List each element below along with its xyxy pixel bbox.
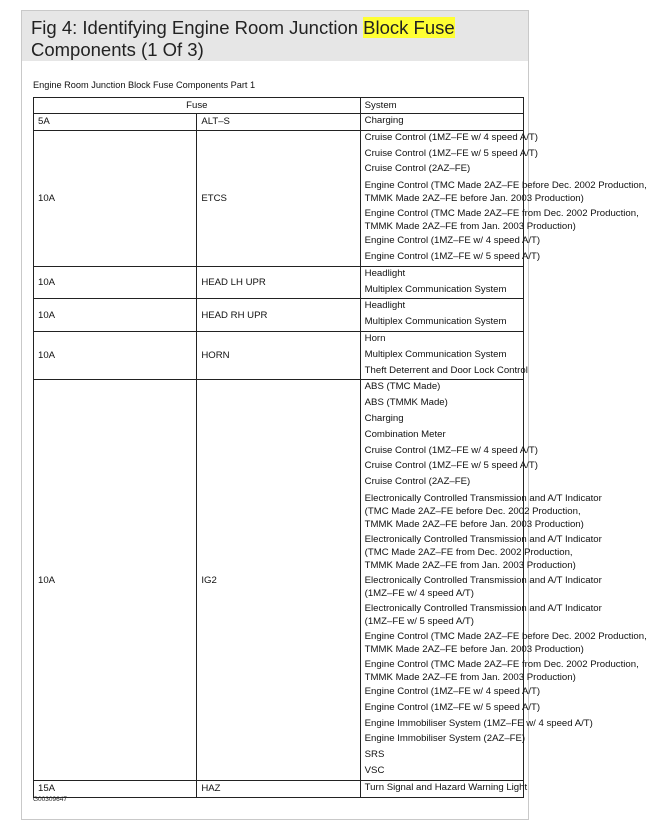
table-header-row — [34, 98, 524, 114]
system-item: ABS (TMMK Made) — [364, 397, 448, 409]
system-item: Engine Control (TMC Made 2AZ–FE from Dec. 2002 Production, TMMK Made 2AZ–FE from Jan. 2003 Production) — [364, 208, 639, 233]
system-item: Engine Control (1MZ–FE w/ 4 speed A/T) — [364, 235, 541, 247]
system-item: Engine Control (1MZ–FE w/ 5 speed A/T) — [364, 250, 541, 262]
table-caption: Engine Room Junction Block Fuse Components Part 1 — [33, 80, 256, 90]
system-item: Electronically Controlled Transmission and A/T Indicator (TMC Made 2AZ–FE before Dec. 2002 Production, TMMK Made 2AZ–FE before Jan. 2003 Production) — [364, 492, 602, 530]
system-item: Cruise Control (2AZ–FE) — [364, 163, 471, 175]
system-item: Multiplex Communication System — [364, 348, 507, 360]
system-list — [360, 266, 523, 299]
figure-title — [22, 11, 528, 61]
table-row — [34, 331, 524, 379]
system-item: Electronically Controlled Transmission and A/T Indicator (TMC Made 2AZ–FE from Dec. 2002 Production, TMMK Made 2AZ–FE from Jan. 2003 Production) — [364, 533, 602, 571]
table-row — [34, 114, 524, 131]
table-row — [34, 299, 524, 332]
fuse-amperage: 10A — [34, 299, 197, 332]
system-item: Headlight — [364, 267, 406, 279]
table-row — [34, 780, 524, 797]
system-item: Cruise Control (1MZ–FE w/ 5 speed A/T) — [364, 147, 538, 159]
fuse-amperage: 10A — [34, 380, 197, 780]
system-item: Cruise Control (1MZ–FE w/ 4 speed A/T) — [364, 444, 538, 456]
system-list — [360, 331, 528, 379]
system-item: Cruise Control (2AZ–FE) — [364, 476, 471, 488]
system-item: Multiplex Communication System — [364, 283, 507, 295]
system-list — [360, 299, 523, 332]
system-item: Engine Control (TMC Made 2AZ–FE from Dec. 2002 Production, TMMK Made 2AZ–FE from Jan. 2003 Production) — [364, 658, 639, 683]
system-item: SRS — [364, 749, 385, 761]
table-row — [34, 380, 524, 780]
table-row — [34, 266, 524, 299]
title-text: Fig 4: Identifying Engine Room Junction — [31, 17, 364, 38]
figure-id: G00309647 — [33, 796, 67, 803]
fuse-name: HEAD LH UPR — [197, 266, 360, 299]
system-item: Charging — [364, 115, 404, 126]
fuse-column-header: Fuse — [34, 98, 361, 114]
fuse-amperage: 10A — [34, 266, 197, 299]
system-list — [360, 780, 528, 797]
system-list — [360, 130, 647, 266]
system-item: ABS (TMC Made) — [364, 381, 441, 393]
system-item: Cruise Control (1MZ–FE w/ 5 speed A/T) — [364, 460, 538, 472]
system-item: Engine Control (1MZ–FE w/ 5 speed A/T) — [364, 701, 541, 713]
system-item: Theft Deterrent and Door Lock Control — [364, 364, 528, 376]
fuse-name: HORN — [197, 331, 360, 379]
system-item: Engine Control (TMC Made 2AZ–FE before Dec. 2002 Production, TMMK Made 2AZ–FE before Jan. 2003 Production) — [364, 180, 647, 205]
system-item: Multiplex Communication System — [364, 316, 507, 328]
fuse-table — [33, 97, 647, 798]
fuse-amperage: 10A — [34, 331, 197, 379]
table-row — [34, 130, 524, 266]
fuse-name: HAZ — [197, 780, 360, 797]
system-list — [360, 114, 523, 131]
system-item: Electronically Controlled Transmission and A/T Indicator (1MZ–FE w/ 4 speed A/T) — [364, 574, 602, 599]
fuse-name: HEAD RH UPR — [197, 299, 360, 332]
system-item: Charging — [364, 412, 404, 424]
system-item: Headlight — [364, 300, 406, 312]
system-item: Turn Signal and Hazard Warning Light — [364, 781, 528, 793]
search-highlight: Block Fuse — [363, 17, 455, 38]
system-column-header: System — [360, 98, 523, 114]
title-text-end: Components (1 Of 3) — [31, 39, 204, 60]
fuse-name: ETCS — [197, 130, 360, 266]
system-item: Combination Meter — [364, 428, 446, 440]
fuse-amperage: 15A — [34, 780, 197, 797]
system-item: Engine Control (1MZ–FE w/ 4 speed A/T) — [364, 685, 541, 697]
system-item: Horn — [364, 332, 386, 344]
system-item: Engine Control (TMC Made 2AZ–FE before Dec. 2002 Production, TMMK Made 2AZ–FE before Jan. 2003 Production) — [364, 630, 647, 655]
system-item: Electronically Controlled Transmission and A/T Indicator (1MZ–FE w/ 5 speed A/T) — [364, 602, 602, 627]
system-item: Engine Immobiliser System (2AZ–FE) — [364, 733, 526, 745]
fuse-name: ALT–S — [197, 114, 360, 131]
fuse-amperage: 5A — [34, 114, 197, 131]
fuse-name: IG2 — [197, 380, 360, 780]
fuse-amperage: 10A — [34, 130, 197, 266]
system-item: VSC — [364, 764, 385, 776]
system-item: Engine Immobiliser System (1MZ–FE w/ 4 speed A/T) — [364, 717, 593, 729]
system-list — [360, 380, 647, 780]
system-item: Cruise Control (1MZ–FE w/ 4 speed A/T) — [364, 131, 538, 143]
